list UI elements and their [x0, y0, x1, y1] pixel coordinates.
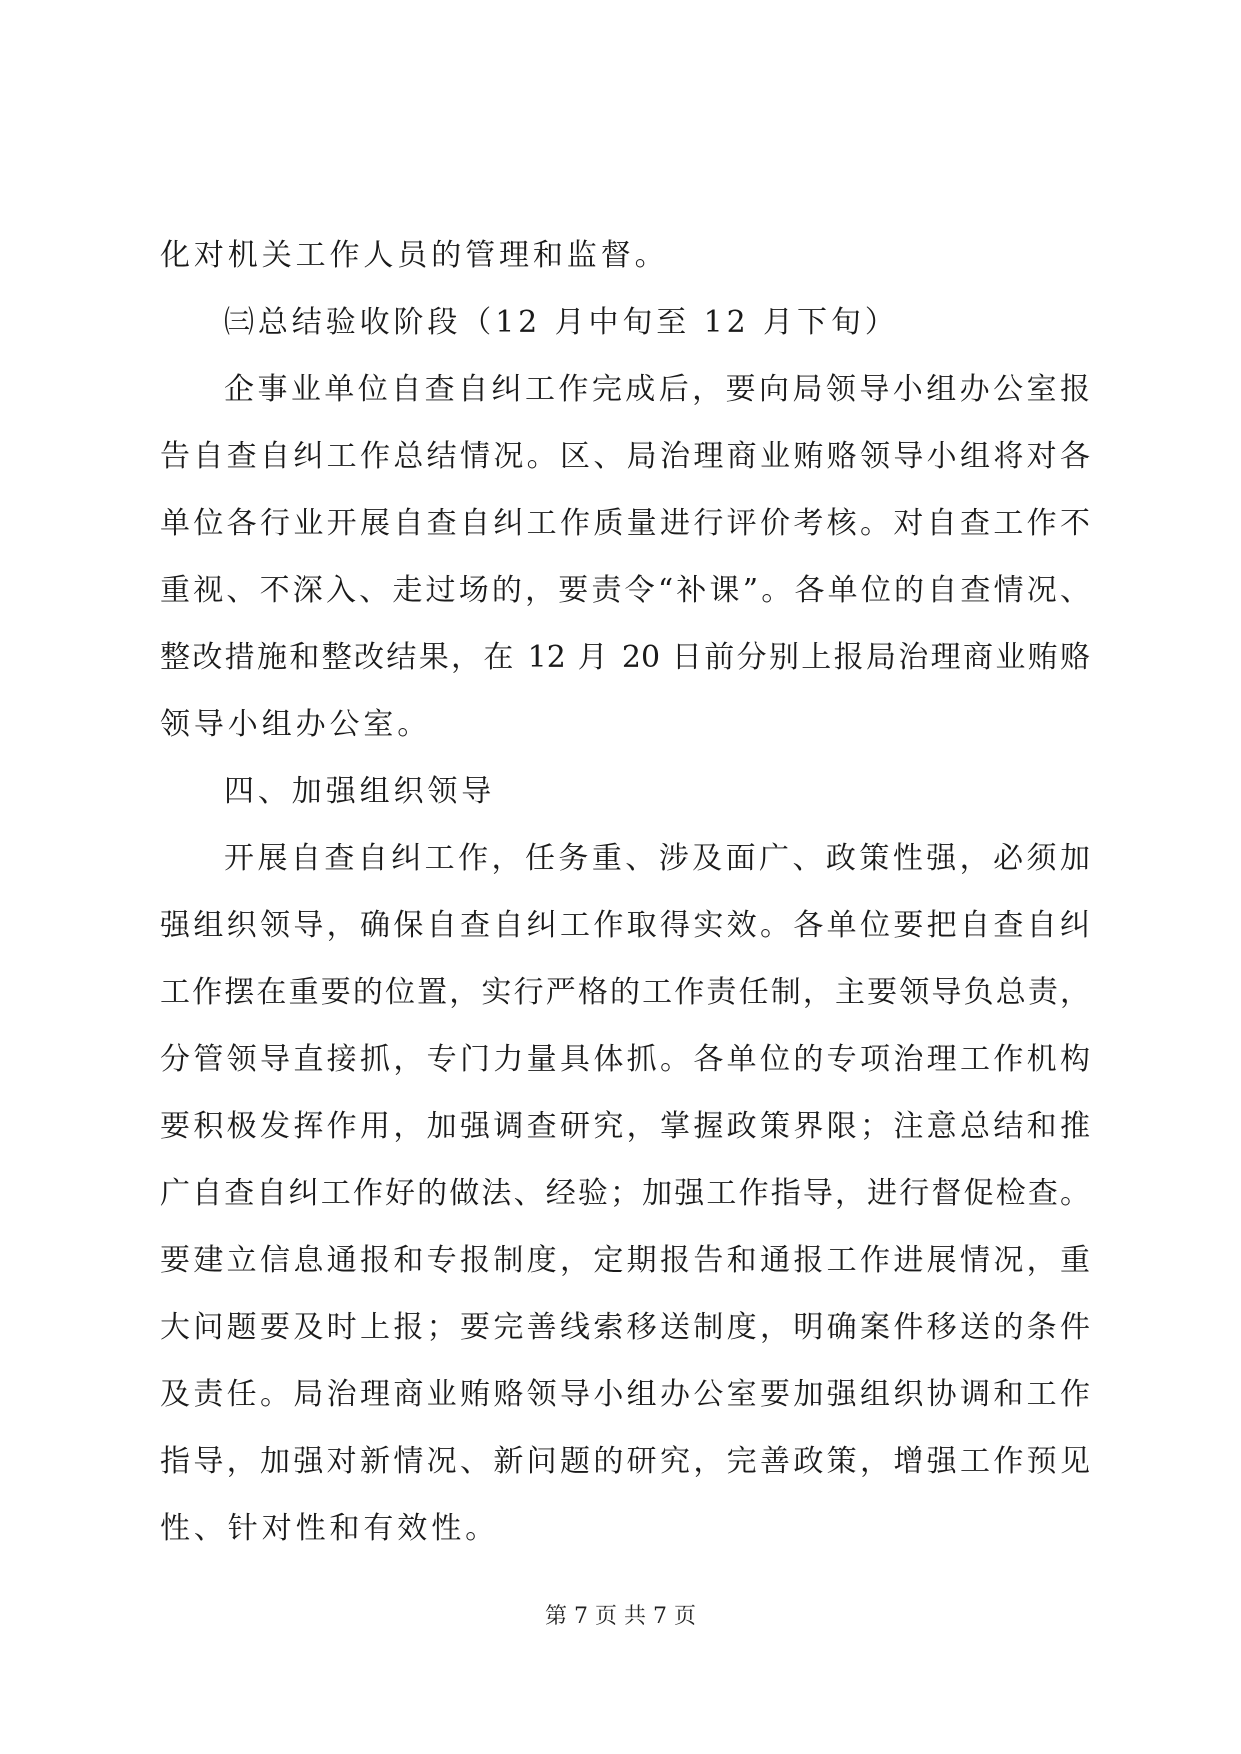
text-line: 重视、不深入、走过场的，要责令“补课”。各单位的自查情况、	[160, 573, 1090, 608]
text-line: 广自查自纠工作好的做法、经验；加强工作指导，进行督促检查。	[160, 1176, 1090, 1211]
page-number: 第 7 页 共 7 页	[545, 1604, 696, 1629]
body-text	[160, 222, 1090, 1562]
text-line: 企事业单位自查自纠工作完成后，要向局领导小组办公室报	[224, 372, 1090, 407]
text-line: 开展自查自纠工作，任务重、涉及面广、政策性强，必须加	[224, 841, 1090, 876]
text-line: 化对机关工作人员的管理和监督。	[160, 238, 669, 273]
text-line: 领导小组办公室。	[160, 707, 432, 742]
text-line: 分管领导直接抓，专门力量具体抓。各单位的专项治理工作机构	[160, 1042, 1090, 1077]
text-line: 大问题要及时上报；要完善线索移送制度，明确案件移送的条件	[160, 1310, 1090, 1345]
text-line: 要建立信息通报和专报制度，定期报告和通报工作进展情况，重	[160, 1243, 1090, 1278]
text-line: 性、针对性和有效性。	[160, 1511, 499, 1546]
text-line: 要积极发挥作用，加强调查研究，掌握政策界限；注意总结和推	[160, 1109, 1090, 1144]
text-line: 强组织领导，确保自查自纠工作取得实效。各单位要把自查自纠	[160, 908, 1090, 943]
text-line: 指导，加强对新情况、新问题的研究，完善政策，增强工作预见	[160, 1444, 1090, 1479]
text-line: 及责任。局治理商业贿赂领导小组办公室要加强组织协调和工作	[160, 1377, 1090, 1412]
text-line: 单位各行业开展自查自纠工作质量进行评价考核。对自查工作不	[160, 506, 1090, 541]
text-line: 告自查自纠工作总结情况。区、局治理商业贿赂领导小组将对各	[160, 439, 1090, 474]
section-heading: 四、加强组织领导	[224, 774, 496, 809]
section-heading: ㈢总结验收阶段（12 月中旬至 12 月下旬）	[224, 305, 899, 340]
text-line: 工作摆在重要的位置，实行严格的工作责任制，主要领导负总责，	[160, 975, 1090, 1010]
text-line: 整改措施和整改结果，在 12 月 20 日前分别上报局治理商业贿赂	[160, 640, 1090, 675]
